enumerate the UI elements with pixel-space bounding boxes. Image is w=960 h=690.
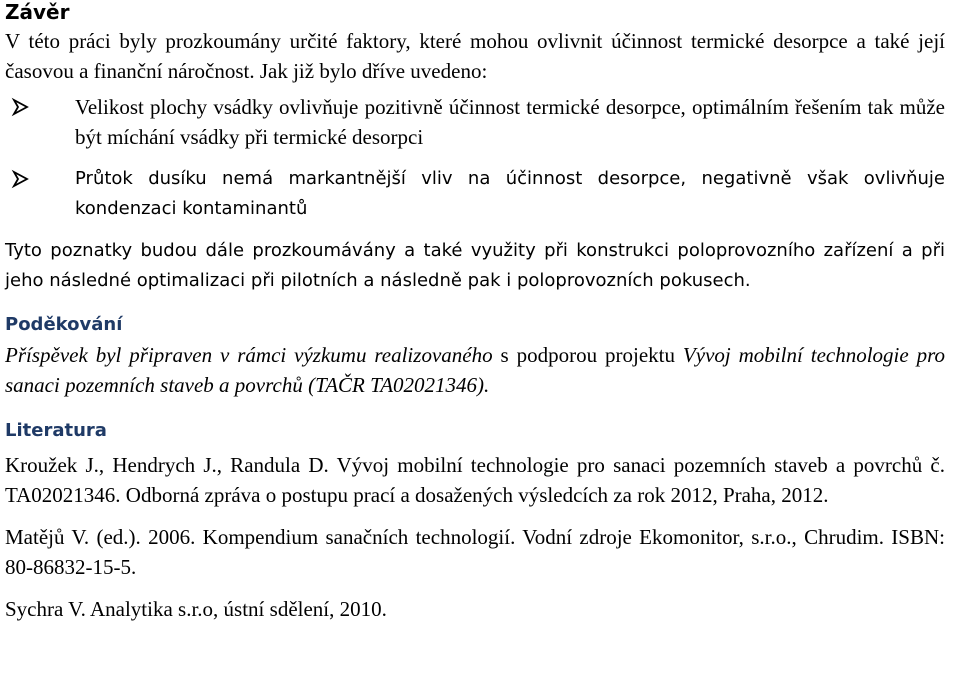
acknowledgement-section xyxy=(5,310,945,400)
finding-text: Velikost plochy vsádky ovlivňuje pozitivně účinnost termické desorpce, optimálním řešením tak může být míchání vsádky při termické desorpci xyxy=(75,95,945,149)
conclusion-heading: Závěr xyxy=(5,0,70,24)
finding-item xyxy=(5,92,945,152)
conclusion-followup: Tyto poznatky budou dále prozkoumávány a také využity při konstrukci poloprovozního zařízení a při jeho následné optimalizaci při pilotních a následně pak i poloprovozních pokusech. xyxy=(5,240,945,291)
acknowledgement-text xyxy=(5,340,945,400)
literature-section xyxy=(5,416,945,624)
acknowledgement-project: Vývoj mobilní technologie pro sanaci pozemních staveb a povrchů (TAČR TA02021346). xyxy=(5,343,946,397)
findings-list xyxy=(5,92,945,224)
conclusion-intro: V této práci byly prozkoumány určité faktory, které mohou ovlivnit účinnost termické desorpce a také její časovou a finanční náročnost. Jak již bylo dříve uvedeno: xyxy=(5,29,945,83)
finding-text: Průtok dusíku nemá markantnější vliv na účinnost desorpce, negativně však ovlivňuje kondenzaci kontaminantů xyxy=(75,168,945,219)
acknowledgement-part-2: s podporou projektu xyxy=(492,343,683,367)
arrowhead-bullet-icon xyxy=(11,164,31,194)
finding-item xyxy=(5,164,945,224)
reference-item: Sychra V. Analytika s.r.o, ústní sdělení, 2010. xyxy=(5,597,387,621)
acknowledgement-heading: Poděkování xyxy=(5,314,123,335)
reference-item: Kroužek J., Hendrych J., Randula D. Vývoj mobilní technologie pro sanaci pozemních staveb a povrchů č. TA02021346. Odborná zpráva o postupu prací a dosažených výsledcích za rok 2012, Praha, 2012. xyxy=(5,453,945,507)
literature-heading: Literatura xyxy=(5,420,107,441)
acknowledgement-part-1: Příspěvek byl připraven v rámci výzkumu realizovaného xyxy=(5,343,493,367)
arrowhead-bullet-icon xyxy=(11,92,31,122)
reference-item: Matějů V. (ed.). 2006. Kompendium sanačních technologií. Vodní zdroje Ekomonitor, s.r.o., Chrudim. ISBN: 80-86832-15-5. xyxy=(5,525,945,579)
